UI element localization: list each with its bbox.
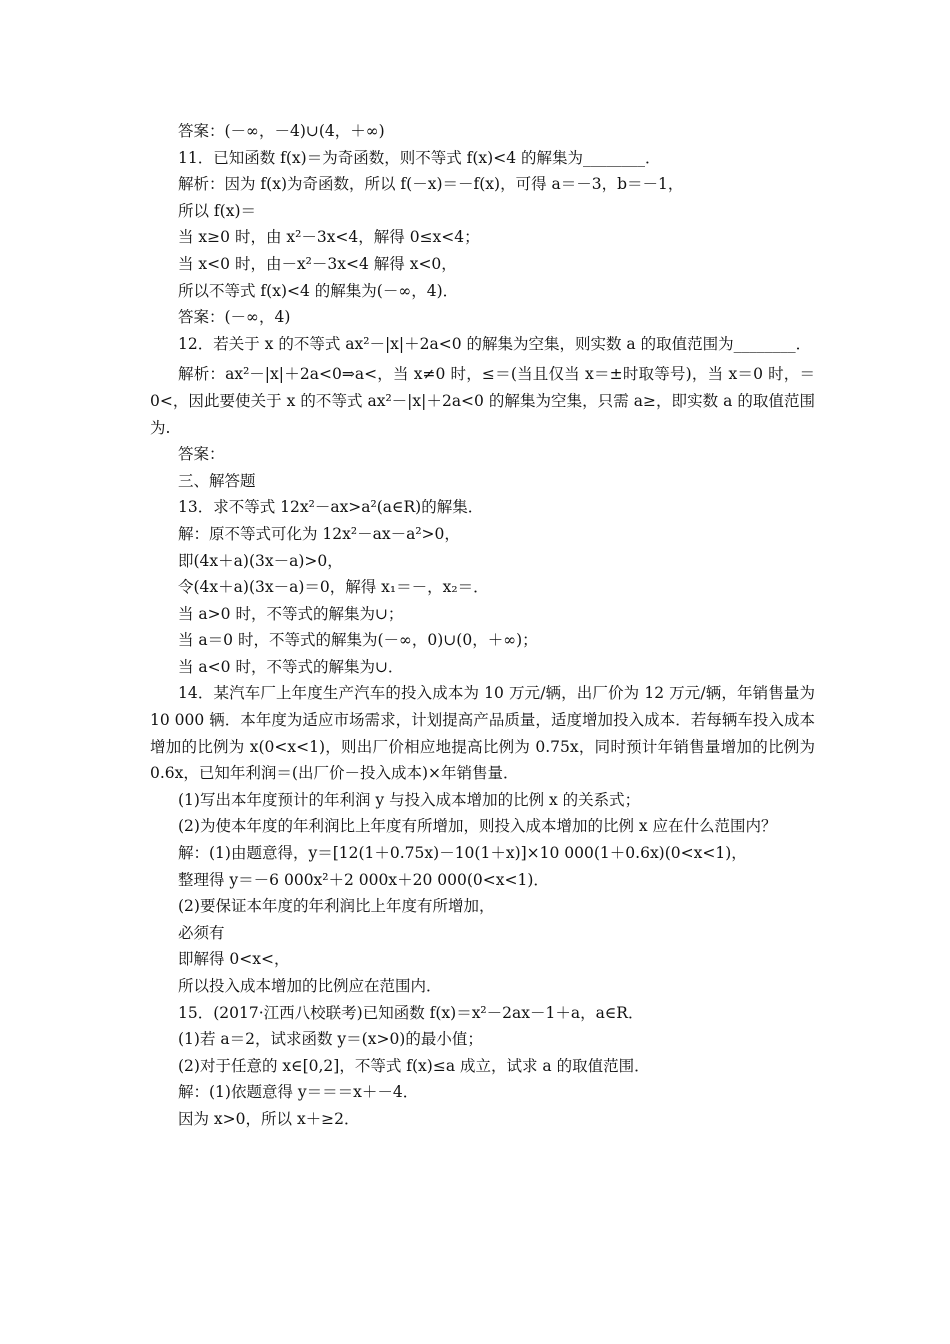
solution-13-line-3: 令(4x＋a)(3x－a)＝0，解得 x₁＝－，x₂＝． bbox=[178, 578, 489, 597]
solution-11-line-2: 所以 f(x)＝ bbox=[178, 201, 256, 220]
solution-13-line-4: 当 a>0 时，不等式的解集为∪； bbox=[178, 604, 404, 623]
answer-11: 答案：(－∞，4) bbox=[178, 308, 291, 327]
question-15-part-1: (1)若 a＝2，试求函数 y＝(x>0)的最小值； bbox=[178, 1030, 483, 1049]
solution-11-line-3: 当 x≥0 时，由 x²－3x<4，解得 0≤x<4； bbox=[178, 228, 480, 247]
question-14-part-1: (1)写出本年度预计的年利润 y 与投入成本增加的比例 x 的关系式； bbox=[178, 790, 641, 809]
solution-11-line-5: 所以不等式 f(x)<4 的解集为(－∞，4)． bbox=[178, 281, 459, 300]
document-body bbox=[150, 118, 815, 1133]
answer-10: 答案：(－∞，－4)∪(4，＋∞) bbox=[178, 122, 385, 140]
solution-14-line-3: (2)要保证本年度的年利润比上年度有所增加， bbox=[178, 897, 495, 916]
solution-11-line-4: 当 x<0 时，由－x²－3x<4 解得 x<0， bbox=[178, 254, 457, 273]
question-14: 14．某汽车厂上年度生产汽车的投入成本为 10 万元/辆，出厂价为 12 万元/辆，年销售量为 10 000 辆．本年度为适应市场需求，计划提高产品质量，适度增加投入成本．若每辆车投入成本增加的比例为 x(0<x<1)，则出厂价相应地提高比例为 0.75x，同时预计年销售量增加的比例为 0.6x，已知年利润＝(出厂价－投入成本)×年销售量． bbox=[150, 684, 815, 783]
question-15: 15．(2017·江西八校联考)已知函数 f(x)＝x²－2ax－1＋a，a∈R． bbox=[178, 1003, 644, 1022]
solution-13-line-1: 解：原不等式可化为 12x²－ax－a²>0， bbox=[178, 524, 460, 543]
question-12: 12．若关于 x 的不等式 ax²－|x|＋2a<0 的解集为空集，则实数 a 的取值范围为________． bbox=[178, 334, 812, 353]
question-15-part-2: (2)对于任意的 x∈[0,2]，不等式 f(x)≤a 成立，试求 a 的取值范围． bbox=[178, 1056, 650, 1075]
solution-14-line-5: 即解得 0<x<， bbox=[178, 950, 290, 969]
solution-15-line-2: 因为 x>0，所以 x＋≥2． bbox=[178, 1109, 360, 1128]
solution-12: 解析：ax²－|x|＋2a<0⇒a<，当 x≠0 时，≤＝(当且仅当 x＝±时取等号)，当 x＝0 时，＝0<，因此要使关于 x 的不等式 ax²－|x|＋2a<0 的解集为空集，只需 a≥，即实数 a 的取值范围为. bbox=[150, 365, 815, 437]
question-14-part-2: (2)为使本年度的年利润比上年度有所增加，则投入成本增加的比例 x 应在什么范围内？ bbox=[178, 817, 777, 836]
solution-14-line-1: 解：(1)由题意得，y＝[12(1＋0.75x)－10(1＋x)]×10 000(1＋0.6x)(0<x<1)， bbox=[178, 844, 747, 863]
solution-11-line-1: 解析：因为 f(x)为奇函数，所以 f(－x)＝－f(x)，可得 a＝－3，b＝－1， bbox=[178, 175, 684, 194]
answer-12: 答案： bbox=[178, 445, 225, 464]
solution-15-line-1: 解：(1)依题意得 y＝＝＝x＋－4． bbox=[178, 1083, 419, 1102]
solution-14-line-4: 必须有 bbox=[178, 923, 225, 942]
solution-14-line-2: 整理得 y＝－6 000x²＋2 000x＋20 000(0<x<1)． bbox=[178, 870, 549, 889]
solution-13-line-5: 当 a＝0 时，不等式的解集为(－∞，0)∪(0，＋∞)； bbox=[178, 631, 538, 650]
question-13: 13．求不等式 12x²－ax>a²(a∈R)的解集． bbox=[178, 498, 484, 517]
question-11: 11．已知函数 f(x)＝为奇函数，则不等式 f(x)<4 的解集为________． bbox=[178, 148, 661, 167]
solution-14-line-6: 所以投入成本增加的比例应在范围内． bbox=[178, 977, 442, 995]
solution-13-line-6: 当 a<0 时，不等式的解集为∪． bbox=[178, 657, 404, 676]
solution-13-line-2: 即(4x＋a)(3x－a)>0， bbox=[178, 551, 343, 570]
section-heading: 三、解答题 bbox=[178, 471, 256, 490]
